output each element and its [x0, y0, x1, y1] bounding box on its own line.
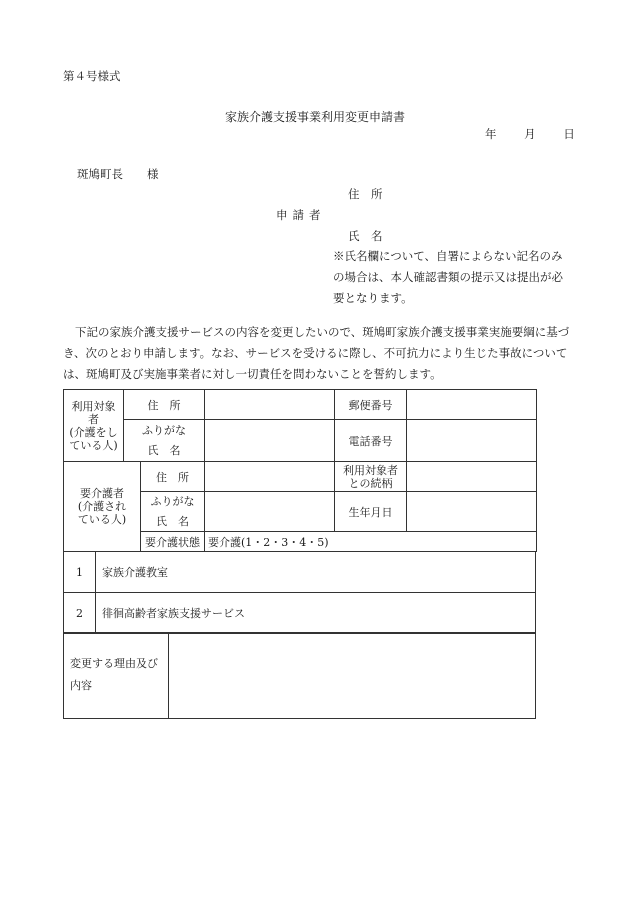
user-name-text: 氏 名 [147, 443, 181, 457]
addressee-name: 斑鳩町長 [77, 167, 123, 181]
signature-note: ※氏名欄について、自署によらない記名のみの場合は、本人確認書類の提示又は提出が必要となります。 [333, 249, 563, 305]
care-address-field[interactable] [205, 462, 335, 492]
service-label: 家族介護教室 [96, 552, 536, 593]
date-line [485, 126, 575, 142]
user-address-field[interactable] [205, 390, 335, 420]
user-address-label: 住 所 [124, 390, 205, 420]
care-furigana-label: ふりがな [150, 494, 195, 508]
relation-label: 利用対象者 との続柄 [335, 462, 407, 492]
care-name-text: 氏 名 [156, 514, 189, 528]
date-month-label: 月 [524, 127, 536, 141]
service-number: 2 [64, 593, 96, 634]
user-furigana-label: ふりがな [142, 423, 186, 437]
addressee-honorific: 様 [147, 167, 159, 181]
user-section-label: 利用対象 者 (介護をし ている人) [64, 390, 124, 462]
user-name-label [124, 420, 205, 462]
date-day-label: 日 [563, 127, 575, 141]
reason-field[interactable] [169, 633, 536, 719]
postal-code-label: 郵便番号 [335, 390, 407, 420]
form-number: 第４号様式 [63, 69, 121, 83]
service-number: 1 [64, 552, 96, 593]
addressee [77, 166, 159, 182]
applicant-name-label: 氏 名 [348, 229, 383, 243]
document-title: 家族介護支援事業利用変更申請書 [224, 110, 405, 124]
services-table [63, 551, 536, 634]
pledge-text: 下記の家族介護支援サービスの内容を変更したいので、斑鳩町家族介護支援事業実施要綱に基づき、次のとおり申請します。なお、サービスを受けるに際し、不可抗力により生じた事故については、斑鳩町及び実施事業者に対し一切責任を問わないことを誓約します。 [63, 325, 570, 381]
phone-label: 電話番号 [335, 420, 407, 462]
info-table [63, 389, 537, 552]
postal-code-field[interactable] [407, 390, 537, 420]
care-section-label: 要介護者 (介護され ている人) [64, 462, 141, 552]
care-name-field[interactable] [205, 492, 335, 532]
reason-table [63, 632, 536, 719]
care-name-label [141, 492, 205, 532]
care-address-label: 住 所 [141, 462, 205, 492]
service-row[interactable] [64, 593, 536, 634]
date-year-label: 年 [485, 127, 497, 141]
user-name-field[interactable] [205, 420, 335, 462]
reason-label: 変更する理由及び 内容 [64, 633, 169, 719]
applicant-label: 申請者 [276, 208, 326, 222]
phone-field[interactable] [407, 420, 537, 462]
service-label: 徘徊高齢者家族支援サービス [96, 593, 536, 634]
care-status-label: 要介護状態 [141, 532, 205, 552]
birthdate-label: 生年月日 [335, 492, 407, 532]
service-row[interactable] [64, 552, 536, 593]
relation-field[interactable] [407, 462, 537, 492]
birthdate-field[interactable] [407, 492, 537, 532]
applicant-address-label: 住 所 [348, 187, 383, 201]
care-status-value[interactable]: 要介護(1・2・3・4・5) [205, 532, 537, 552]
